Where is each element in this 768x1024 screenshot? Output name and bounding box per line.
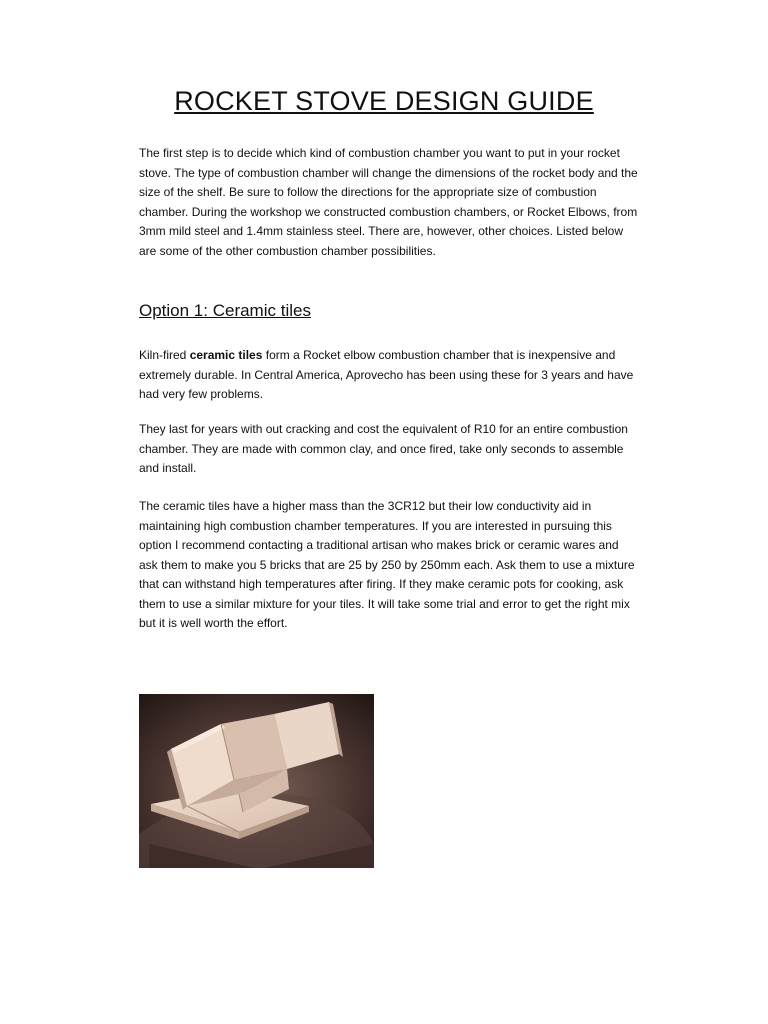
page-title: ROCKET STOVE DESIGN GUIDE	[174, 86, 594, 116]
ceramic-tile-chamber-illustration	[139, 694, 374, 868]
option-1-heading: Option 1: Ceramic tiles	[139, 301, 311, 320]
intro-paragraph: The first step is to decide which kind of combustion chamber you want to put in your rocket stove. The type of combustion chamber will change the dimensions of the rocket body and the size of the shelf. Be sure to follow the directions for the appropriate size of combustion chamber. During the workshop we constructed combustion chambers, or Rocket Elbows, from 3mm mild steel and 1.4mm stainless steel. There are, however, other choices. Listed below are some of the other combustion chamber possibilities.	[139, 146, 638, 258]
option-1-paragraph-1	[139, 346, 639, 405]
bold-term: ceramic tiles	[189, 348, 263, 362]
option-1-paragraph-2: They last for years with out cracking and cost the equivalent of R10 for an entire combustion chamber. They are made with common clay, and once fired, take only seconds to assemble and install.	[139, 422, 628, 475]
option-1-paragraph-3: The ceramic tiles have a higher mass than the 3CR12 but their low conductivity aid in maintaining high combustion chamber temperatures. If you are interested in pursuing this option I recommend contacting a traditional artisan who makes brick or ceramic wares and ask them to make you 5 bricks that are 25 by 250 by 250mm each. Ask them to use a mixture that can withstand high temperatures after firing. If they make ceramic pots for cooking, ask them to use a similar mixture for your tiles. It will take some trial and error to get the right mix but it is well worth the effort.	[139, 499, 635, 630]
paragraph-text: form a Rocket elbow combustion chamber that is inexpensive and extremely durable. In Central America, Aprovecho has been using these for 3 years and have had very few problems.	[139, 348, 634, 401]
paragraph-text: Kiln-fired	[139, 348, 190, 362]
ceramic-tile-chamber-photo	[139, 694, 374, 868]
